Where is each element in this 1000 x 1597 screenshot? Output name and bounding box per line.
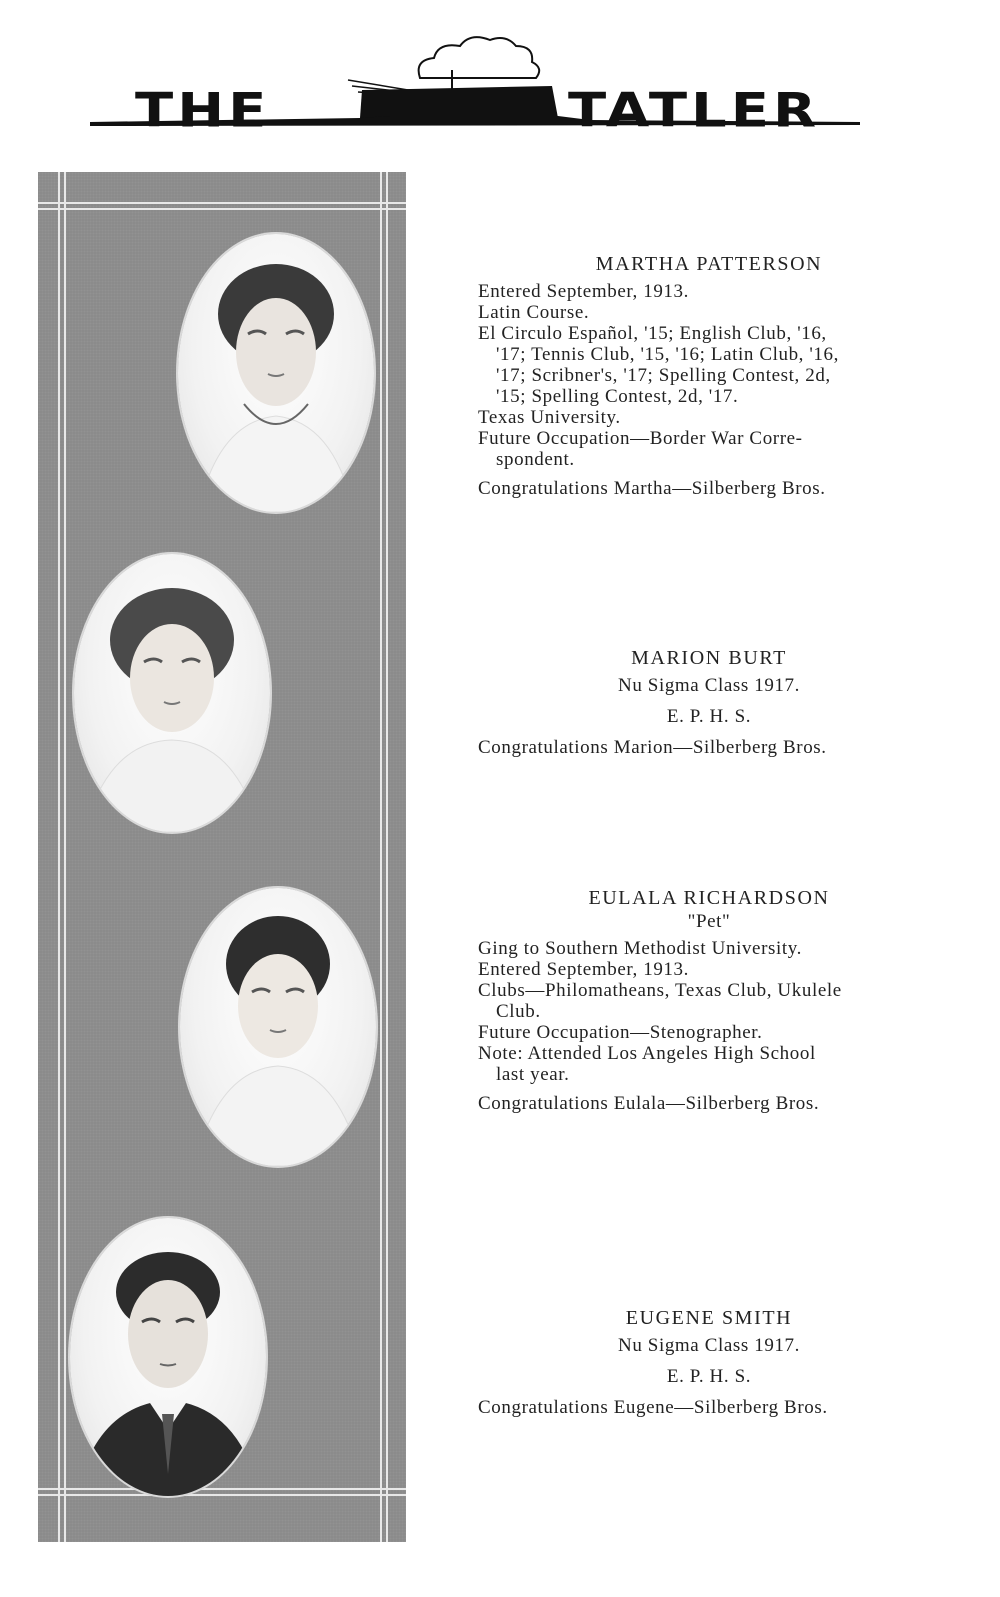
frame-line — [386, 172, 388, 1542]
congratulations-line: Congratulations Eugene—Silberberg Bros. — [478, 1397, 828, 1418]
frame-line — [380, 172, 382, 1542]
frame-line — [64, 172, 66, 1542]
entry-line: Future Occupation—Border War Corre- — [478, 428, 803, 449]
student-name: MARTHA PATTERSON — [595, 253, 823, 275]
frame-line — [38, 208, 406, 210]
entry-line: Entered September, 1913. — [478, 281, 689, 302]
frame-line — [38, 1494, 406, 1496]
entry-line: Entered September, 1913. — [478, 959, 689, 980]
entry-line: Club. — [496, 1001, 541, 1022]
entry-eulala-richardson — [478, 888, 940, 1114]
portrait-marion-burt — [74, 554, 270, 832]
frame-line — [58, 172, 60, 1542]
entry-eugene-smith — [478, 1308, 940, 1418]
student-name: EUGENE SMITH — [625, 1307, 793, 1329]
entry-line: Note: Attended Los Angeles High School — [478, 1043, 816, 1064]
entry-line: Ging to Southern Methodist University. — [478, 938, 802, 959]
entry-line: Clubs—Philomatheans, Texas Club, Ukulele — [478, 980, 842, 1001]
school-line: E. P. H. S. — [666, 1366, 752, 1387]
student-name: EULALA RICHARDSON — [588, 887, 830, 909]
entry-line: last year. — [496, 1064, 570, 1085]
congratulations-line: Congratulations Marion—Silberberg Bros. — [478, 737, 827, 758]
entry-line: '17; Tennis Club, '15, '16; Latin Club, '16, — [496, 344, 839, 365]
congratulations-line: Congratulations Martha—Silberberg Bros. — [478, 478, 826, 499]
congratulations-line: Congratulations Eulala—Silberberg Bros. — [478, 1093, 820, 1114]
portrait-martha-patterson — [178, 234, 374, 512]
class-line: Nu Sigma Class 1917. — [618, 1335, 800, 1356]
portrait-eugene-smith — [70, 1218, 266, 1496]
masthead-word-tatler: TATLER — [568, 83, 821, 139]
frame-line — [38, 1488, 406, 1490]
entry-marion-burt — [478, 648, 940, 758]
class-line: Nu Sigma Class 1917. — [618, 675, 800, 696]
nickname: "Pet" — [687, 911, 731, 932]
school-line: E. P. H. S. — [666, 706, 752, 727]
entry-line: El Circulo Español, '15; English Club, '16, — [478, 323, 827, 344]
masthead — [90, 30, 860, 139]
entry-line: Future Occupation—Stenographer. — [478, 1022, 763, 1043]
entry-line: '15; Spelling Contest, 2d, '17. — [496, 386, 739, 407]
frame-line — [38, 202, 406, 204]
entry-line: '17; Scribner's, '17; Spelling Contest, 2d, — [496, 365, 831, 386]
portrait-panel — [38, 172, 406, 1542]
portrait-eulala-richardson — [180, 888, 376, 1166]
masthead-word-the: THE — [135, 83, 271, 139]
student-name: MARION BURT — [631, 647, 787, 669]
entry-martha-patterson — [478, 254, 940, 499]
entry-line: spondent. — [496, 449, 575, 470]
entry-line: Texas University. — [478, 407, 621, 428]
entry-line: Latin Course. — [478, 302, 590, 323]
